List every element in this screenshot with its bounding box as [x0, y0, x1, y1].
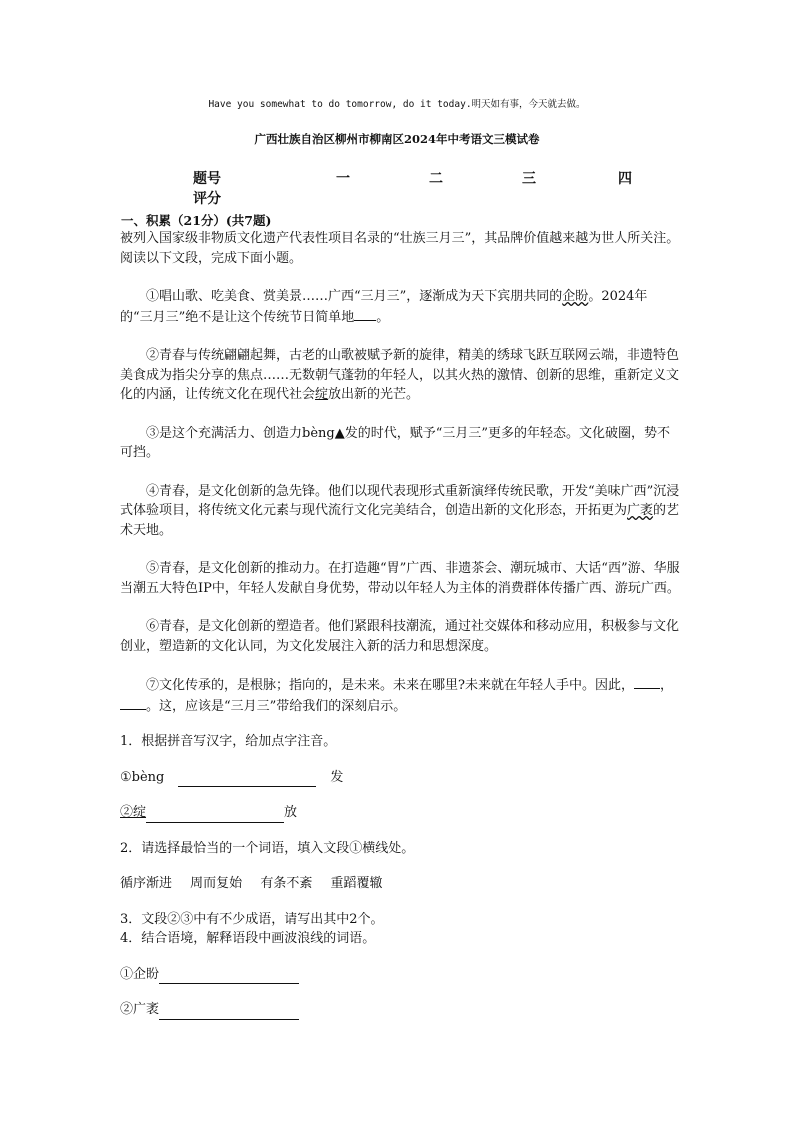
exam-title: 广西壮族自治区柳州市柳南区2024年中考语文三模试卷: [254, 132, 540, 146]
score-column-3: 三: [522, 171, 536, 187]
answer-suffix: 发: [330, 769, 344, 785]
word-option[interactable]: 循序渐进: [120, 876, 173, 891]
answer-suffix: 放: [284, 805, 298, 820]
question-3: 3．文段②③中有不少成语，请写出其中2个。: [120, 911, 384, 927]
question-1: 1．根据拼音写汉字，给加点字注音。: [120, 734, 337, 749]
section-heading: 一、积累（21分）(共7题): [121, 213, 272, 228]
answer-row-1a: [120, 768, 680, 788]
word-option[interactable]: 重蹈覆辙: [330, 876, 383, 891]
answer-label: ②广袤: [120, 1002, 160, 1017]
paragraph-2: ②青春与传统翩翩起舞，古老的山歌被赋予新的旋律，精美的绣球飞跃互联网云端，非遗特色美食成为指尖分享的焦点……无数朝气蓬勃的年轻人，以其火热的激情、创新的思维，重新定义文化的内涵，让传统文化在现代社会绽放出新的光芒。: [120, 348, 680, 402]
score-row-label: 题号: [193, 171, 221, 187]
fill-blank[interactable]: [634, 675, 660, 689]
dotted-char: 绽: [315, 387, 329, 402]
paragraph-4: ④青春，是文化创新的急先锋。他们以现代表现形式重新演绎传统民歌，开发“美味广西”沉浸式体验项目，将传统文化元素与现代流行文化完美结合，创造出新的文化形态，开拓更为广袤的艺术天地。: [120, 483, 680, 538]
paragraph-1: ①唱山歌、吃美食、赏美景……广西“三月三”，逐渐成为天下宾朋共同的企盼。2024年的“三月三”绝不是让这个传统节日简单地 。: [120, 289, 648, 325]
wavy-word: 广袤: [627, 503, 654, 518]
paragraph-5: ⑤青春，是文化创新的推动力。在打造趣“胃”广西、非遗茶会、潮玩城市、大话“西”游、华服当潮五大特色IP中，年轻人发献自身优势，带动以年轻人为主体的消费群体传播广西、游玩广西。: [120, 561, 680, 596]
intro-paragraph: 被列入国家级非物质文化遗产代表性项目名录的“壮族三月三”，其品牌价值越来越为世人所关注。阅读以下文段，完成下面小题。: [120, 231, 680, 266]
score-row-question-numbers: [193, 168, 653, 188]
answer-row-4a: [120, 965, 680, 985]
answer-label: ①企盼: [120, 966, 160, 982]
answer-input[interactable]: [159, 968, 299, 984]
fill-blank[interactable]: [120, 696, 146, 710]
score-row-scores: [193, 188, 653, 208]
answer-label: ②绽: [120, 805, 147, 820]
answer-label: ①bèng: [120, 769, 165, 785]
paragraph-6: ⑥青春，是文化创新的塑造者。他们紧跟科技潮流，通过社交媒体和移动应用，积极参与文化创业，塑造新的文化认同，为文化发展注入新的活力和思想深度。: [120, 619, 680, 654]
answer-input[interactable]: [146, 807, 284, 823]
answer-input[interactable]: [178, 771, 316, 787]
motto: Have you somewhat to do tomorrow, do it today.明天如有事，今天就去做。: [208, 99, 586, 110]
score-column-4: 四: [618, 171, 632, 187]
wavy-word: 企盼: [562, 289, 589, 304]
word-options: [120, 874, 680, 894]
score-table: [193, 168, 653, 208]
paragraph-3: ③是这个充满活力、创造力bèng▲发的时代，赋予“三月三”更多的年轻态。文化破圈，势不可挡。: [120, 425, 670, 460]
answer-row-4b: [120, 1000, 680, 1020]
word-option[interactable]: 周而复始: [190, 876, 243, 891]
reading-content: [120, 229, 680, 1020]
fill-blank[interactable]: [354, 307, 376, 321]
answer-input[interactable]: [159, 1004, 299, 1020]
word-option[interactable]: 有条不紊: [260, 876, 313, 891]
question-2: 2．请选择最恰当的一个词语，填入文段①横线处。: [120, 840, 415, 856]
paragraph-7: ⑦文化传承的，是根脉；指向的，是未来。未来在哪里?未来就在年轻人手中。因此， ，。这，应该是“三月三”带给我们的深刻启示。: [120, 675, 680, 716]
score-column-1: 一: [336, 171, 350, 187]
answer-row-1b: [120, 803, 680, 823]
question-4: 4．结合语境，解释语段中画波浪线的词语。: [120, 931, 376, 946]
score-row-label: 评分: [193, 191, 221, 207]
score-column-2: 二: [429, 171, 443, 187]
